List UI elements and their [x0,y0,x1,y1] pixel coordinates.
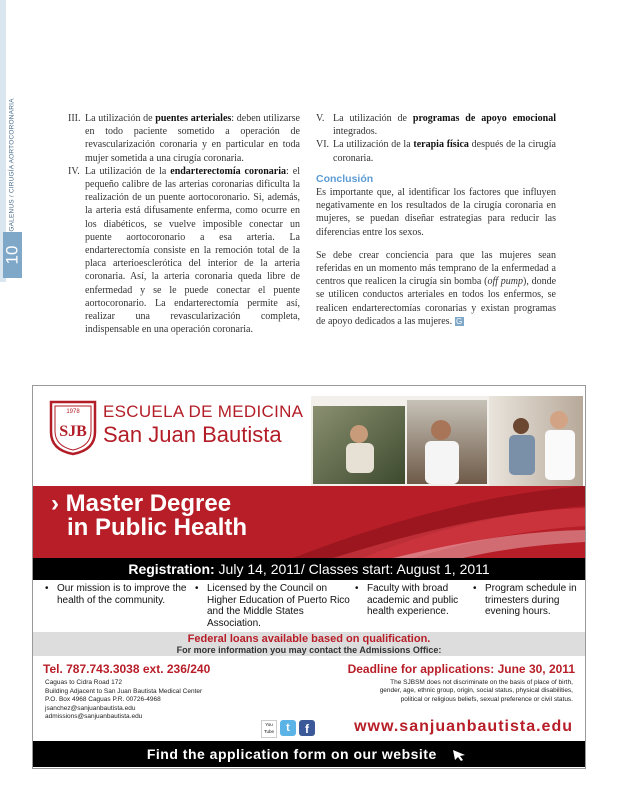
section-heading: Conclusión [316,172,374,185]
item-text [333,138,556,164]
item-text-pre: La utilización de [333,113,413,124]
program-title-line2: in Public Health [67,514,248,541]
program-title [51,492,247,540]
disclaimer-text: The SJBSM does not discriminate on the basis of place of birth, gender, age, ethnic group, origin, social status, physical disabilities, political or religious beliefs, sexual preference or civil status. [379,679,573,703]
photo-collage [311,396,583,486]
feature-bullets [45,583,585,629]
youtube-label: You Tube [263,722,275,734]
email-link: jsanchez@sanjuanbautista.edu [45,704,136,712]
seal-icon [47,398,99,456]
photo-person-body [545,430,575,480]
section-label-text: GALENUS / CIRUGÍA AORTOCORONARIA [8,98,16,232]
photo-person-body [425,441,459,484]
youtube-icon [261,720,277,738]
bullet-text: Program schedule in trimesters during evening hours. [485,583,577,617]
item-text [85,165,300,337]
text-column-left [68,112,300,336]
bullet-text: Faculty with broad academic and public health experience. [367,583,459,617]
twitter-icon: t [280,720,296,736]
end-mark-icon: G [455,317,463,327]
program-title-line1: › Master Degree [51,490,232,517]
item-text-post: integrados. [333,126,378,138]
item-text-pre: La utilización de la [333,139,414,151]
item-text [333,112,556,138]
cursor-arrow-icon [451,748,471,762]
item-text-post: después de la cirugía coronaria. [333,139,556,164]
seal-letters: SJB [59,423,87,440]
paragraph: Es importante que, al identificar los factores que influyen negativamente en los resultados de la cirugía coronaria en mujeres, se puedan diseñar estrategias para reducir las diferencias entre los sexos. [316,187,556,238]
registration-label: Registration: [128,561,215,577]
list-item [316,112,556,138]
facebook-icon: f [299,720,315,736]
photo-person-head [513,418,529,434]
social-icons [261,720,315,738]
item-text-post: : deben utilizarse en todo paciente sometido a operación de revascularización coronaria y en particular en toda mujer sometida a una cirugía coronaria. [85,113,300,164]
classes-label: / Classes start: [300,561,394,577]
school-name-line2: San Juan Bautista [103,422,282,447]
bullet-text: Licensed by the Council on Higher Education of Puerto Rico and the Middle States Association. [207,583,350,629]
item-text-bold: programas de apoyo emocional [412,113,556,124]
photo-person-head [431,420,451,440]
item-text-bold: terapia física [413,139,469,151]
bullet-icon: • [355,583,359,594]
item-text-post: : el pequeño calibre de las arterias coronarias dificulta la realización de un puente aortocoronario. Si, además, la arteria está difusamente enferma, como ocurre en los diabéticos, se vuelve imposible conectar un puente aortocoronario a esa arteria. La endarterectomía consiste en la remoción total de la placa arterioesclerótica del interior de la arteria coronaria. Así, la arteria coronaria queda libre de enfermedad y se le puede conectar el puente aortocoronario. La endarterectomía permite así, realizar una revascularización completa, indispensable en una operación coronaria. [85,165,300,336]
bullet-icon: • [45,583,49,594]
item-number: IV. [68,165,80,177]
bullet-item [355,583,473,629]
item-text-pre: La utilización de [85,113,156,124]
photo-person-body [346,443,374,473]
deadline-text: Deadline for applications: June 30, 2011 [347,662,575,676]
phone-number: Tel. 787.743.3038 ext. 236/240 [43,662,211,676]
application-form-text: Find the application form on our website [146,746,437,762]
section-label [4,100,20,230]
item-text-bold: puentes arteriales [155,113,232,124]
paragraph-emphasis: off pump [487,276,523,288]
federal-loans-text: Federal loans available based on qualification. [187,633,431,645]
item-text [85,112,300,165]
text-column-right [316,112,556,328]
item-text-bold: endarterectomía coronaria [170,165,287,177]
item-number: III. [68,113,81,124]
bullet-item [45,583,195,629]
photo-person-head [550,411,568,429]
paragraph-text: ), donde se utilicen conductos arteriales en todos los enfermos, se realicen endarterectomías coronarias y existan programas de apoyo dedicados a las mujeres. [316,276,557,327]
title-banner [33,486,585,558]
address-line: Caguas to Cidra Road 172 [45,679,122,686]
item-number: VI. [316,139,330,151]
title-line1-text: Master Degree [65,490,232,517]
classes-date: August 1, 2011 [393,561,490,577]
school-name-line1: ESCUELA DE MEDICINA [103,402,304,421]
photo-person-body [509,435,535,475]
list-item [68,112,300,165]
application-form-bar [33,741,585,767]
list-item [68,165,300,337]
address-line: P.O. Box 4968 Caguas P.R. 00726-4968 [45,696,161,704]
bullet-text: Our mission is to improve the health of the community. [57,583,187,606]
registration-date: July 14, 2011 [214,561,301,577]
bullet-icon: • [195,583,199,594]
page-number [3,232,22,278]
advertisement [32,385,586,769]
paragraph-text: Se debe crear conciencia para que las mujeres sean referidas en un momento más temprano de la enfermedad a centros que realicen la cirugía sin bomba ( [316,249,556,288]
item-text-pre: La utilización de la [85,165,171,177]
bullet-item [195,583,355,629]
page-sidebar [0,0,22,282]
website-url: www.sanjuanbautista.edu [354,718,573,735]
email-link: admissions@sanjuanbautista.edu [45,713,143,721]
address-block [45,679,202,722]
more-info-text: For more information you may contact the Admissions Office: [176,645,442,655]
photo-person-head [350,425,368,443]
bullet-item [473,583,585,629]
paragraph [316,249,556,328]
school-logo [47,398,312,458]
page-number-text: 10 [2,245,22,265]
bullet-icon: • [473,583,477,594]
item-number: V. [316,113,325,124]
list-item [316,138,556,164]
federal-loans-bar [33,632,585,656]
registration-bar [33,558,585,580]
address-line: Building Adjacent to San Juan Bautista Medical Center [45,687,203,695]
seal-year: 1978 [66,409,80,415]
